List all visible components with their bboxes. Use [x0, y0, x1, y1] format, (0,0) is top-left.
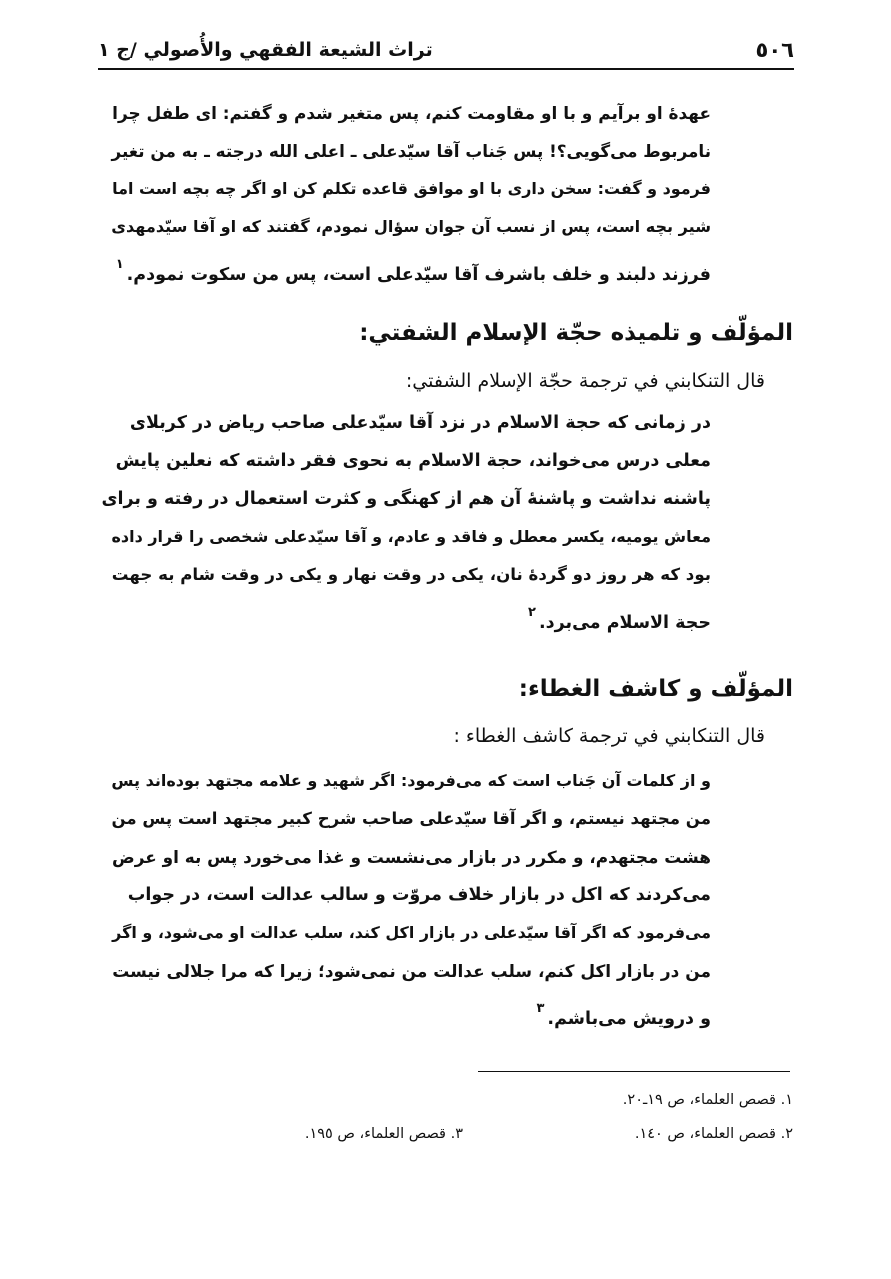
paragraph-line: هشت مجتهدم، و مکرر در بازار می‌نشست و غذا می‌خورد پس به او عرض: [112, 847, 711, 867]
quote-paragraph-shafti: [99, 404, 711, 632]
paragraph-line: معلی درس می‌خواند، حجة الاسلام به نحوی فقر داشته که نعلین پایش: [115, 451, 711, 471]
footnote-ref: ١: [115, 257, 124, 272]
paragraph-line: بود که هر روز دو گردهٔ نان، یکی در وقت نهار و یکی در وقت شام به جهت: [111, 565, 711, 584]
section-intro-shafti: قال التنكابني في ترجمة حجّة الإسلام الشفتي:: [405, 370, 765, 392]
footnote-ref: ٢: [528, 605, 536, 620]
paragraph-line: در زمانی که حجة الاسلام در نزد آقا سیّدعلی صاحب ریاض در کربلای: [129, 413, 711, 433]
running-title: تراث الشيعة الفقهي والأُصولي /ج ١: [98, 39, 433, 61]
paragraph-line: حجة الاسلام می‌برد.$^٢$: [528, 605, 711, 633]
section-intro-kashif: قال التنكابني في ترجمة كاشف الغطاء :: [453, 725, 765, 747]
paragraph-line: و از کلمات آن جَناب است که می‌فرمود: اگر شهید و علامه مجتهد بوده‌اند پس: [111, 771, 711, 790]
paragraph-line: معاش یومیه، یکسر معطل و فاقد و عادم، و آقا سیّدعلی شخصی را قرار داده: [111, 527, 711, 546]
footnote-2: ٢. قصص العلماء، ص ١٤٠.: [634, 1126, 793, 1142]
section-heading-kashif: المؤلّف و كاشف الغطاء:: [518, 676, 793, 702]
footnote-1: ١. قصص العلماء، ص ١٩ـ٢٠.: [622, 1092, 793, 1108]
continuation-paragraph: [99, 94, 711, 284]
paragraph-line: فرمود و گفت: سخن داری با او موافق قاعده تکلم کن او اگر چه بچه است اما: [112, 179, 711, 198]
footnote-3: ٣. قصص العلماء، ص ١٩٥.: [304, 1126, 463, 1142]
footnote-divider: [478, 1071, 790, 1072]
paragraph-line: عهدهٔ او برآیم و با او مقاومت کنم، پس متغیر شدم و گفتم: ای طفل چرا: [112, 103, 711, 123]
page-header: [98, 38, 794, 70]
paragraph-line: شیر بچه است، پس از نسب آن جوان سؤال نمودم، گفتند که او آقا سیّدمهدی: [111, 217, 711, 236]
paragraph-line: و درویش می‌باشم.$^٣$: [536, 1001, 711, 1029]
page-number: ٥٠٦: [755, 38, 794, 62]
section-heading-shafti: المؤلّف و تلميذه حجّة الإسلام الشفتي:: [359, 320, 793, 346]
paragraph-line: می‌فرمود که اگر آقا سیّدعلی در بازار اکل کند، سلب عدالت او می‌شود، و اگر: [112, 923, 711, 942]
paragraph-line: پاشنه نداشت و پاشنهٔ آن هم از کهنگی و کثرت استعمال در رفته و برای: [101, 489, 711, 509]
paragraph-line: من در بازار اکل کنم، سلب عدالت من نمی‌شود؛ زیرا که مرا جلالی نیست: [112, 961, 711, 981]
quote-paragraph-kashif: [99, 762, 711, 1028]
paragraph-line: می‌کردند که اکل در بازار خلاف مروّت و سالب عدالت است، در جواب: [127, 885, 711, 905]
footnote-ref: ٣: [536, 1001, 545, 1016]
paragraph-line: نامربوط می‌گویی؟! پس جَناب آقا سیّدعلی ـ اعلی الله درجته ـ به من تغیر: [111, 141, 711, 161]
paragraph-line: من مجتهد نیستم، و اگر آقا سیّدعلی صاحب شرح کبیر مجتهد است پس من: [111, 809, 711, 828]
paragraph-line: فرزند دلبند و خلف باشرف آقا سیّدعلی است، پس من سکوت نمودم.$^١$: [115, 257, 711, 285]
